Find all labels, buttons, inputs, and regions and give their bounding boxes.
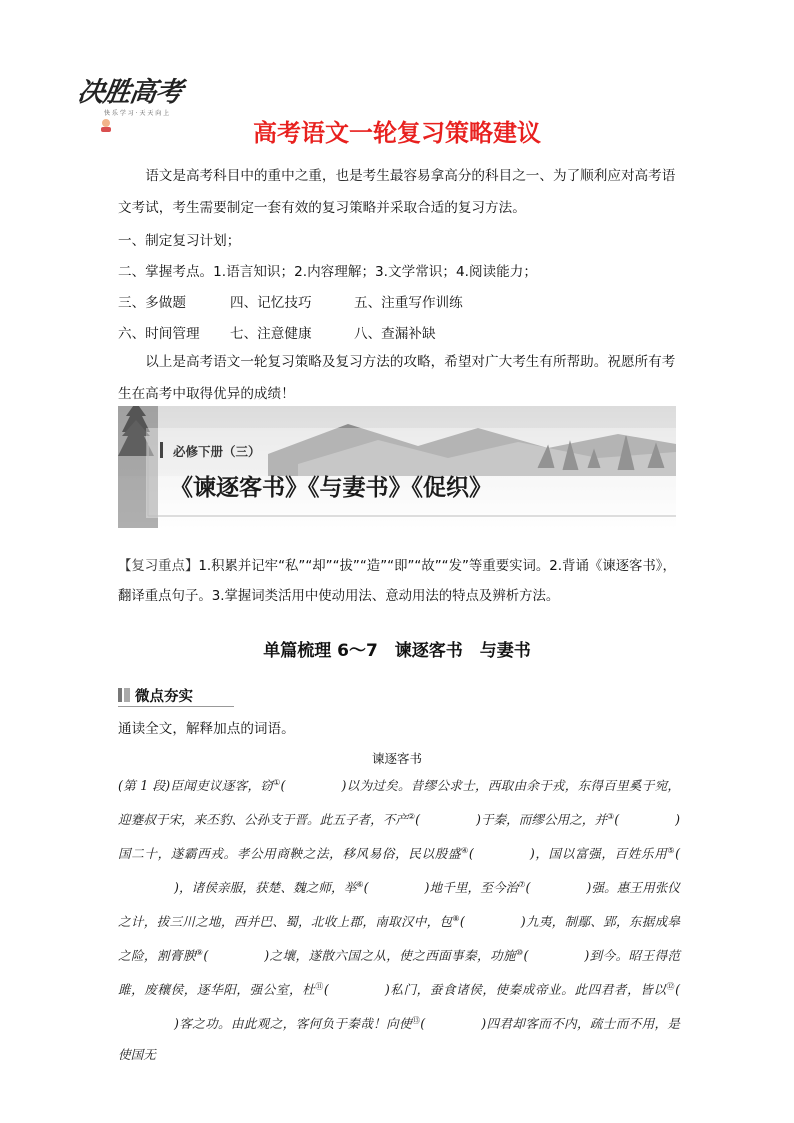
sub-heading-underline [118,706,234,707]
step-3: 三、多做题 [118,295,186,311]
intro-paragraph: 语文是高考科目中的重中之重，也是考生最容易拿高分的科目之一、为了顺利应对高考语文考试，考生需要制定一套有效的复习策略并采取合适的复习方法。 [118,168,676,216]
review-points [118,552,678,612]
document-title: 高考语文一轮复习策略建议 [253,119,541,147]
step-6: 六、时间管理 [118,326,200,342]
text-segment: 国二十，遂霸西戎。孝公用商鞅之法，移风易俗，民以殷盛 [118,846,462,862]
step-5: 五、注重写作训练 [354,295,463,311]
sub-heading-text: 微点夯实 [135,689,193,705]
text-segment: 私门，蚕食诸侯，使秦成帝业。此四君者，皆以 [389,982,667,998]
text-segment: ，国以富强，百姓乐用 [534,846,668,862]
text-segment: 九夷，制鄢、郢，东据成皋之险，割膏腴 [118,914,681,964]
landscape-image [118,406,676,528]
step-8: 八、查漏补缺 [354,326,436,342]
chapter-banner [118,406,676,528]
conclusion-paragraph: 以上是高考语文一轮复习策略及复习方法的攻略，希望对广大考生有所帮助。祝愿所有考生在高考中取得优异的成绩！ [118,354,676,402]
step-7: 七、注意健康 [230,326,312,342]
text-segment: 强。惠王用张仪之计，拔三川之地，西并巴、蜀，北收上郡，南取汉中，包 [118,880,681,930]
text-segment: 以为过矣。昔缪公求士，西取由余于戎，东得百里奚于宛，迎蹇叔于宋，来丕豹、公孙支于晋。此五子者，不产 [118,778,681,828]
ancient-text: (第 1 段)臣闻吏议逐客，窃①( )以为过矣。昔缪公求士，西取由余于戎，东得百里奚于宛，迎蹇叔于宋，来丕豹、公孙支于晋。此五子者，不产②( )于秦，而缪公用之，并③( )国二十，遂霸西戎。孝公用商鞅之法，移风易俗，民以殷盛④( )，国以富强，百姓乐用⑤()，诸侯亲服，获楚、魏之师，举⑥( )地千里，至今治⑦( )强。惠王用张仪之计，拔三川之地，西并巴、蜀，北收上郡，南取汉中，包⑧( )九夷，制鄢、郢，东据成皋之险，割膏腴⑨( )之壤，遂散六国之从，使之西面事秦，功施⑩( )到今。昭王得范雎，废穰侯，逐华阳，强公室，杜⑪( )私门，蚕食诸侯，使秦成帝业。此四君者，皆以⑫()客之功。由此观之，客何负于秦哉！向使⑬( )四君却客而不内，疏士而不用，是使国无 [118,778,681,1062]
banner-label: 必修下册（三） [173,444,261,459]
instruction: 通读全文，解释加点的词语。 [118,721,295,737]
logo-subtitle: 快 乐 学 习 · 天 天 向 上 [104,110,170,117]
text-segment: 到今。昭王得范雎，废穰侯，逐华阳，强公室，杜 [118,948,681,998]
review-label: 【复习重点】 [118,559,199,574]
review-text: 1.积累并记牢“私”“却”“拔”“造”“即”“故”“发”等重要实词。2.背诵《谏逐客书》，翻译重点句子。3.掌握词类活用中使动用法、意动用法的特点及辨析方法。 [118,559,676,604]
text-segment: 四君却客而不内，疏士而不用，是使国无 [118,1016,681,1062]
section-title: 单篇梳理 6～7 谏逐客书 与妻书 [263,641,531,661]
heading-bar-icon [118,688,122,702]
steps-row-4 [118,322,436,342]
text-segment: 之壤，遂散六国之从，使之西面事秦，功施 [269,948,516,964]
step-2: 二、掌握考点。1.语言知识；2.内容理解；3.文学常识；4.阅读能力； [118,264,537,280]
banner-title: 《谏逐客书》《与妻书》《促织》 [170,475,492,501]
text-segment: ，诸侯亲服，获楚、魏之师，举 [178,880,357,896]
steps-row-3 [118,291,463,311]
heading-bar-icon-secondary [124,688,130,702]
text-segment: 客之功。由此观之，客何负于秦哉！向使 [178,1016,412,1032]
article-title: 谏逐客书 [371,751,422,766]
logo-text: 决胜高考 [75,77,184,108]
text-segment: 地千里，至今治 [429,880,519,896]
step-4: 四、记忆技巧 [230,295,312,311]
step-1: 一、制定复习计划； [118,233,241,249]
text-segment: (第 1 段)臣闻吏议逐客，窃 [118,778,274,794]
text-segment: 于秦，而缪公用之，并 [480,812,607,828]
